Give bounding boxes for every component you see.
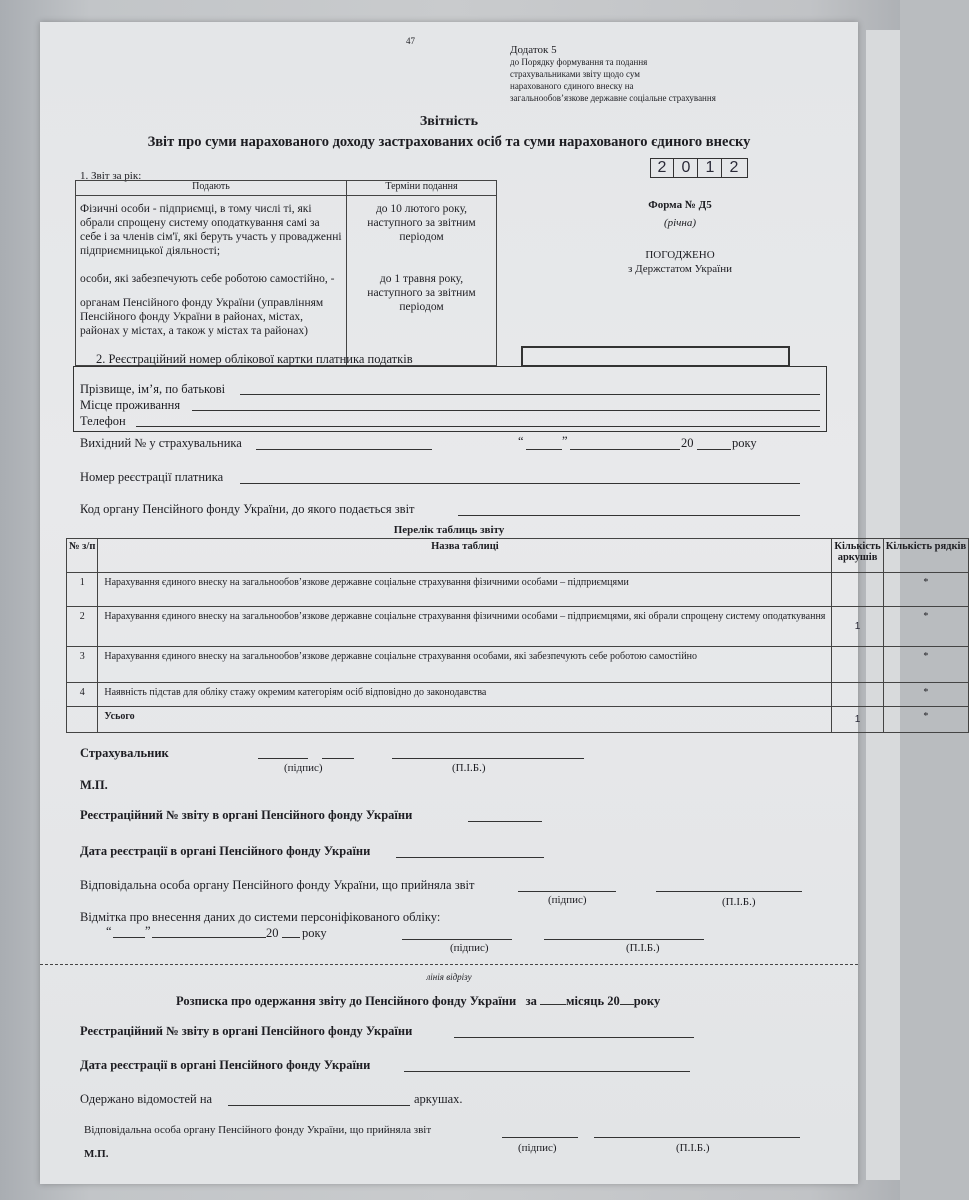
table-row	[67, 607, 969, 647]
header-name: Назва таблиці	[98, 539, 832, 573]
section1-label: 1. Звіт за рік:	[80, 170, 142, 182]
receipt-title-main: Розписка про одержання звіту до Пенсійного фонду України	[176, 994, 517, 1008]
date-close-quote: ”	[562, 434, 568, 448]
pfu-resp-sign-caption: (підпис)	[548, 894, 587, 906]
report-title: Звіт про суми нарахованого доходу застрахованих осіб та суми нарахованого єдиного внеску	[147, 134, 751, 150]
appendix-line: до Порядку формування та подання	[510, 57, 648, 67]
pfu-code-label: Код органу Пенсійного фонду України, до якого подається звіт	[80, 502, 415, 516]
outgoing-day-field[interactable]	[526, 449, 562, 450]
name-field[interactable]	[240, 394, 820, 395]
year-prefix: 20	[681, 436, 694, 450]
header-sheets: Кількість аркушів	[832, 539, 883, 573]
who-cell	[76, 196, 347, 366]
appendix-title: Додаток 5	[510, 44, 557, 56]
header-rows: Кількість рядків	[883, 539, 968, 573]
agreed-by: з Держстатом України	[628, 263, 732, 275]
insurer-stamp: М.П.	[80, 778, 108, 792]
mark-day-field[interactable]	[113, 937, 145, 938]
pfu-resp-label: Відповідальна особа органу Пенсійного фонду України, що прийняла звіт	[80, 878, 475, 892]
year-box[interactable]	[650, 158, 748, 178]
total-row	[67, 707, 969, 733]
row-name: Нарахування єдиного внеску на загальнообов’язкове державне соціальне страхування особами, які забезпечують себе роботою самостійно	[98, 647, 832, 683]
outgoing-month-field[interactable]	[570, 449, 680, 450]
row-rows[interactable]: *	[883, 683, 968, 707]
form-name: Форма № Д5	[648, 199, 712, 211]
pfu-reg-date-field[interactable]	[396, 857, 544, 858]
row-rows[interactable]: *	[883, 573, 968, 607]
receipt-received-label: Одержано відомостей на	[80, 1092, 213, 1106]
mark-label: Відмітка про внесення даних до системи персоніфікованого обліку:	[80, 910, 441, 924]
when-cell	[347, 196, 497, 366]
receipt-date-label: Дата реєстрації в органі Пенсійного фонду України	[80, 1058, 371, 1072]
tables-list	[66, 538, 969, 733]
personal-info-box	[73, 366, 827, 432]
year-digit: 0	[675, 159, 698, 177]
when-row: до 1 травня року, наступного за звітним періодом	[367, 273, 476, 313]
outgoing-label: Вихідний № у страхувальника	[80, 436, 242, 450]
table-row	[67, 573, 969, 607]
pfu-resp-sign-field[interactable]	[518, 891, 616, 892]
row-name: Наявність підстав для обліку стажу окремим категоріям осіб відповідно до законодавства	[98, 683, 832, 707]
mark-pib-caption: (П.І.Б.)	[626, 942, 660, 954]
phone-field[interactable]	[136, 426, 820, 427]
form-page	[40, 22, 967, 1184]
row-num: 1	[67, 573, 98, 607]
receipt-title-for: за	[525, 994, 537, 1008]
receipt-title	[176, 994, 660, 1009]
insurer-sign-field-a[interactable]	[258, 758, 308, 759]
tables-list-title: Перелік таблиць звіту	[393, 524, 505, 536]
mark-sign-caption: (підпис)	[450, 942, 489, 954]
insurer-label: Страхувальник	[80, 746, 169, 760]
receipt-resp-sign-field[interactable]	[502, 1137, 578, 1138]
receipt-month-field[interactable]	[540, 994, 566, 1005]
insurer-sign-caption: (підпис)	[284, 762, 323, 774]
receipt-year-field[interactable]	[620, 994, 634, 1005]
who-row: органам Пенсійного фонду України (управлінням Пенсійного фонду України в районах, містах, районах у містах, а також у містах та районах)	[80, 297, 324, 337]
insurer-sign-field-b[interactable]	[322, 758, 354, 759]
who-row: Фізичні особи - підприємці, в тому числі ті, які обрали спрощену систему оподаткування самі за себе і за членів сім'ї, які беруть участь у провадженні підприємницької діяльності;	[80, 203, 342, 257]
appendix-line: загальнообов’язкове державне соціальне страхування	[510, 93, 716, 103]
mark-year-suffix: року	[302, 926, 327, 940]
schedule-table	[75, 180, 497, 366]
address-label: Місце проживання	[80, 398, 181, 412]
row-name: Нарахування єдиного внеску на загальнообов’язкове державне соціальне страхування фізичними особами – підприємцями	[98, 573, 832, 607]
table-row	[67, 647, 969, 683]
outgoing-number-field[interactable]	[256, 449, 432, 450]
total-sheets[interactable]: 1	[832, 707, 883, 733]
agreement	[590, 248, 770, 276]
date-open-quote: “	[518, 434, 524, 448]
page-number: 47	[406, 36, 415, 46]
mark-sign-field[interactable]	[402, 939, 512, 940]
mark-open-quote: “	[106, 924, 112, 938]
row-sheets[interactable]: 1	[832, 607, 883, 647]
who-row: особи, які забезпечують себе роботою самостійно, -	[80, 273, 335, 285]
appendix-line: нарахованого єдиного внеску на	[510, 81, 634, 91]
receipt-resp-label: Відповідальна особа органу Пенсійного фонду України, що прийняла звіт	[84, 1124, 432, 1136]
form-info	[590, 196, 770, 232]
section2-label: 2. Реєстраційний номер облікової картки платника податків	[96, 352, 413, 366]
insurer-pib-field[interactable]	[392, 758, 584, 759]
phone-label: Телефон	[80, 414, 126, 428]
when-row: до 10 лютого року, наступного за звітним періодом	[367, 203, 476, 243]
cut-line-label: лінія відрізу	[426, 972, 472, 982]
col-header: Терміни подання	[347, 181, 497, 196]
receipt-resp-pib-caption: (П.І.Б.)	[676, 1142, 710, 1154]
mark-close-quote: ”	[145, 924, 151, 938]
row-sheets[interactable]	[832, 573, 883, 607]
pfu-reg-date-label: Дата реєстрації в органі Пенсійного фонду України	[80, 844, 371, 858]
year-digit: 2	[651, 159, 674, 177]
cut-line	[40, 964, 858, 965]
appendix-note	[510, 44, 716, 104]
row-num: 3	[67, 647, 98, 683]
outgoing-year-field[interactable]	[697, 449, 731, 450]
address-field[interactable]	[192, 410, 820, 411]
pfu-resp-pib-caption: (П.І.Б.)	[722, 896, 756, 908]
table-row	[67, 683, 969, 707]
row-sheets[interactable]	[832, 647, 883, 683]
receipt-resp-pib-field[interactable]	[594, 1137, 800, 1138]
row-rows[interactable]: *	[883, 607, 968, 647]
pfu-code-field[interactable]	[458, 515, 800, 516]
receipt-num-field[interactable]	[454, 1037, 694, 1038]
receipt-title-month: місяць 20	[565, 994, 620, 1008]
agreed-label: ПОГОДЖЕНО	[645, 249, 715, 261]
receipt-sheets-field[interactable]	[228, 1105, 410, 1106]
pfu-reg-num-label: Реєстраційний № звіту в органі Пенсійного фонду України	[80, 808, 413, 822]
receipt-stamp: М.П.	[84, 1148, 109, 1160]
name-label: Прізвище, ім’я, по батькові	[80, 382, 226, 396]
tax-id-box[interactable]	[521, 346, 790, 367]
receipt-date-field[interactable]	[404, 1071, 690, 1072]
total-num	[67, 707, 98, 733]
total-rows[interactable]: *	[883, 707, 968, 733]
row-num: 4	[67, 683, 98, 707]
page-heading: Звітність	[419, 114, 479, 129]
mark-year-field[interactable]	[282, 937, 300, 938]
payer-reg-label: Номер реєстрації платника	[80, 470, 224, 484]
mark-pib-field[interactable]	[544, 939, 704, 940]
receipt-title-year: року	[633, 994, 661, 1008]
insurer-pib-caption: (П.І.Б.)	[452, 762, 486, 774]
row-num: 2	[67, 607, 98, 647]
receipt-received-suffix: аркушах.	[414, 1092, 463, 1106]
appendix-line: страхувальниками звіту щодо сум	[510, 69, 640, 79]
payer-reg-field[interactable]	[240, 483, 800, 484]
row-sheets[interactable]	[832, 683, 883, 707]
year-digit: 2	[729, 159, 739, 176]
year-digit: 1	[699, 159, 722, 177]
receipt-num-label: Реєстраційний № звіту в органі Пенсійного фонду України	[80, 1024, 413, 1038]
receipt-resp-sign-caption: (підпис)	[518, 1142, 557, 1154]
row-name: Нарахування єдиного внеску на загальнообов’язкове державне соціальне страхування фізичними особами – підприємцями, які обрали спрощену систему оподаткування	[98, 607, 832, 647]
header-num: № з/п	[67, 539, 98, 573]
total-label: Усього	[98, 707, 832, 733]
row-rows[interactable]: *	[883, 647, 968, 683]
year-suffix: року	[732, 436, 757, 450]
col-header: Подають	[76, 181, 347, 196]
form-type: (річна)	[663, 217, 697, 229]
mark-month-field[interactable]	[152, 937, 266, 938]
pfu-reg-num-field[interactable]	[468, 821, 542, 822]
mark-year-prefix: 20	[266, 926, 279, 940]
pfu-resp-pib-field[interactable]	[656, 891, 802, 892]
